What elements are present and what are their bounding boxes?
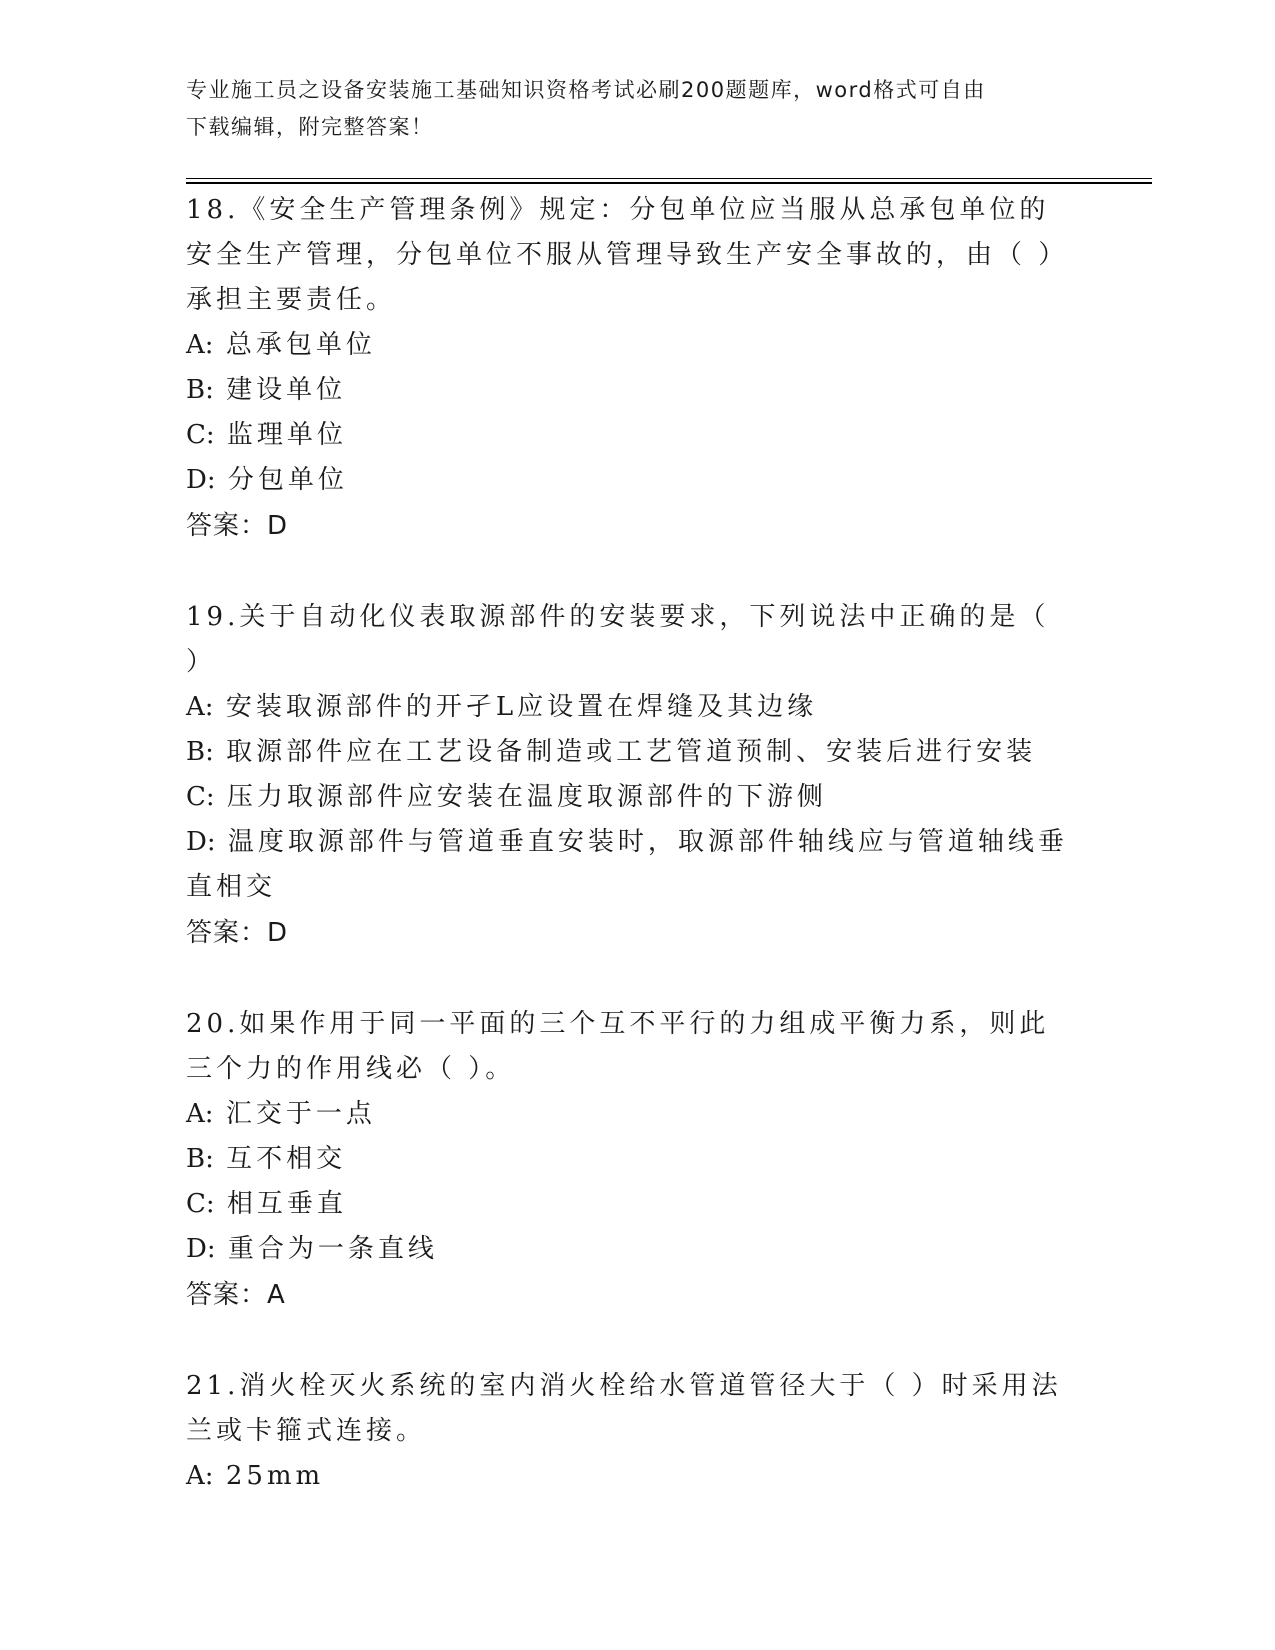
- document-header: [186, 72, 1066, 146]
- option-text: 温度取源部件与管道垂直安装时，取源部件轴线应与管道轴线垂直相交: [186, 827, 1068, 902]
- option-a: [186, 685, 1076, 730]
- header-title-line-2: 下载编辑，附完整答案！: [186, 115, 434, 139]
- question-text: 18.《安全生产管理条例》规定：分包单位应当服从总承包单位的安全生产管理，分包单位不服从管理导致生产安全事故的，由（ ）承担主要责任。: [186, 195, 1069, 315]
- answer-line: 答案：D: [186, 511, 289, 541]
- header-divider-thin: [186, 178, 1152, 179]
- question-18: [186, 188, 1076, 549]
- option-b: [186, 1137, 1076, 1182]
- option-a: [186, 1454, 1076, 1499]
- question-text: 20.如果作用于同一平面的三个互不平行的力组成平衡力系，则此三个力的作用线必（ ）。: [186, 1009, 1050, 1084]
- option-prefix: C:: [186, 782, 215, 812]
- option-prefix: A:: [186, 692, 214, 722]
- option-text: 25mm: [225, 1461, 325, 1491]
- option-c: [186, 775, 1076, 820]
- option-c: [186, 413, 1076, 458]
- option-prefix: B:: [186, 375, 214, 405]
- option-a: [186, 1092, 1076, 1137]
- option-prefix: A:: [186, 1461, 214, 1491]
- option-text: 互不相交: [226, 1144, 347, 1174]
- option-text: 汇交于一点: [225, 1099, 376, 1129]
- option-text: 建设单位: [226, 375, 347, 405]
- option-prefix: B:: [186, 1144, 214, 1174]
- option-prefix: C:: [186, 420, 215, 450]
- option-text: 总承包单位: [225, 330, 376, 360]
- option-prefix: D:: [186, 827, 216, 857]
- question-21: [186, 1364, 1076, 1499]
- option-text: 压力取源部件应安装在温度取源部件的下游侧: [226, 782, 827, 812]
- option-text: 安装取源部件的开孑L应设置在焊缝及其边缘: [225, 692, 818, 722]
- option-c: [186, 1182, 1076, 1227]
- question-text: 21.消火栓灭火系统的室内消火栓给水管道管径大于（ ）时采用法兰或卡箍式连接。: [186, 1371, 1062, 1446]
- question-20: [186, 1002, 1076, 1318]
- question-list: [186, 188, 1076, 1545]
- answer-line: 答案：A: [186, 1280, 286, 1310]
- option-text: 监理单位: [226, 420, 347, 450]
- option-text: 相互垂直: [226, 1189, 347, 1219]
- header-divider-thick: [186, 182, 1152, 184]
- answer-line: 答案：D: [186, 918, 289, 948]
- header-title-line-1: 专业施工员之设备安装施工基础知识资格考试必刷200题题库，word格式可自由: [186, 78, 986, 102]
- option-b: [186, 730, 1076, 775]
- option-d: [186, 458, 1076, 503]
- option-b: [186, 368, 1076, 413]
- option-text: 分包单位: [227, 465, 348, 495]
- option-d: [186, 1227, 1076, 1272]
- option-prefix: D:: [186, 1234, 216, 1264]
- question-text: 19.关于自动化仪表取源部件的安装要求，下列说法中正确的是（ ）: [186, 602, 1050, 677]
- option-prefix: A:: [186, 330, 214, 360]
- option-text: 重合为一条直线: [227, 1234, 438, 1264]
- question-19: [186, 595, 1076, 956]
- option-a: [186, 323, 1076, 368]
- option-text: 取源部件应在工艺设备制造或工艺管道预制、安装后进行安装: [226, 737, 1037, 767]
- option-prefix: B:: [186, 737, 214, 767]
- option-prefix: C:: [186, 1189, 215, 1219]
- option-prefix: D:: [186, 465, 216, 495]
- option-prefix: A:: [186, 1099, 214, 1129]
- option-d: [186, 820, 1076, 910]
